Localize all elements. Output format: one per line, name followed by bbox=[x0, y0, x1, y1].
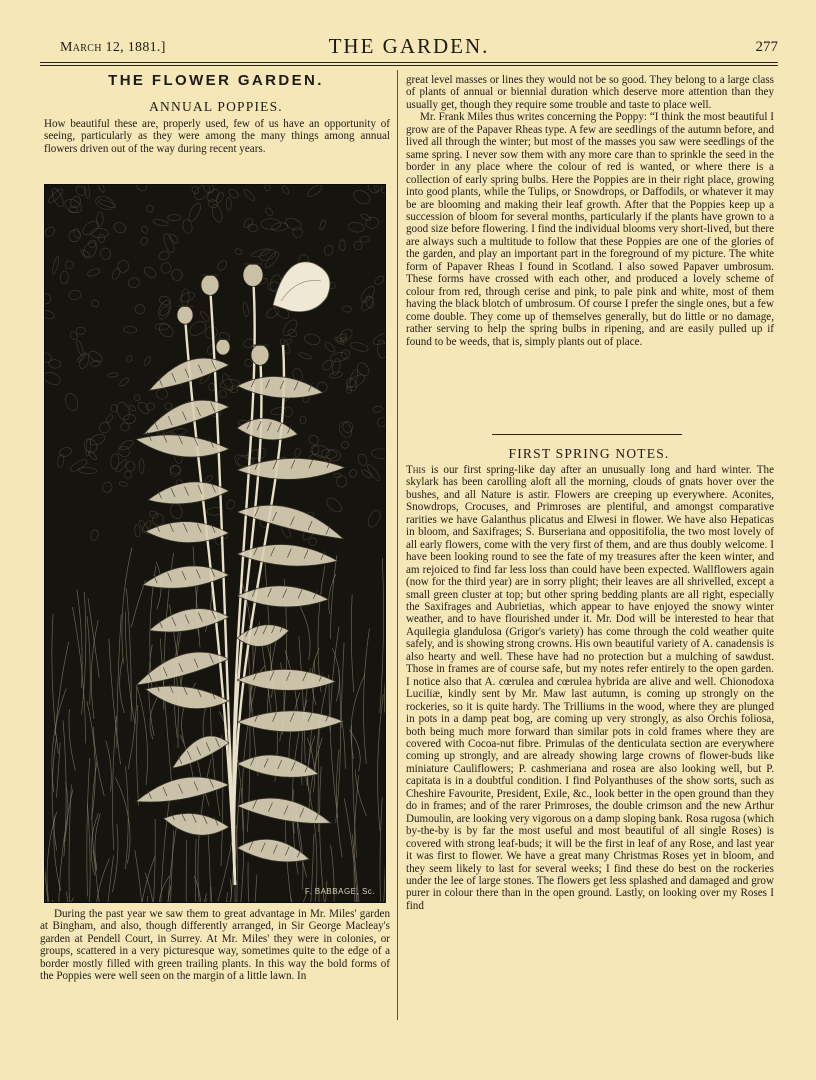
header-rule-thin bbox=[40, 65, 778, 66]
running-head bbox=[40, 34, 778, 60]
left-column-intro bbox=[44, 118, 390, 155]
intro-paragraph: How beautiful these are, properly used, few of us have an opportunity of seeing, particularly as they were among the many things among annual flowers driven out of the way during recent years. bbox=[44, 118, 390, 155]
column-divider bbox=[397, 70, 398, 1020]
publication-title: THE GARDEN. bbox=[328, 34, 490, 58]
issue-date: March 12, 1881.] bbox=[60, 40, 166, 55]
poppy-engraving bbox=[44, 184, 386, 903]
left-column-continued bbox=[40, 908, 390, 983]
engraver-signature: F. BABBAGE, Sc. bbox=[304, 887, 375, 896]
spring-notes-body: is our first spring-like day after an unusually long and hard winter. The skylark has been carolling aloft all the morning, clouds of gnats hover over the bushes, and all Nature is astir. Flowers are creeping up everywhere. Aconites, Snowdrops, Crocuses, and Primroses are plentiful, and amongst comparative rarities we have Galanthus plicatus and Elwesi in flower. We have also Hepaticas in bloom, and Saxifrages; S. Burseriana and oppositifolia, the two most lovely of all early flowers, come with the very first of them, and are thus doubly welcome. I have been looking round to see the fate of my treasures after the keen winter, and am rejoiced to find far less loss than could have been expected. Wallflowers again (now for the third year) are in sorry plight; their leaves are all shrivelled, except a small green cluster at top; but other spring bedding plants are all right, especially the Saxifrages and Aubrietias, which appear to have enjoyed the snowy winter weather, and to have flourished under it. Mr. Dod will be interested to hear that Aquilegia glandulosa (Grigor's variety) has come through the cold weather quite safely, and is showing strong crowns. His own beautiful variety of A. canadensis is also hearty and well. These have had no protection but a mulching of sawdust. Those in frames are of course safe, but my notes refer entirely to the open garden. I notice also that A. cœrulea and cœrulea hybrida are alive and well. Chionodoxa Luciliæ, kindly sent by Mr. Maw last autumn, is coming up strongly on the rockeries, so it is quite hardy. The Trilliums in the wood, where they are plunged in pots in a damp peat bog, are coming up very strongly, as also Orchis foliosa, both being much more forward than similar pots in cold frames where they are covered with Cocoa-nut fibre. Primulas of the denticulata section are everywhere coming up strongly, and are already showing large crowns of flower-buds like miniature Cauliflowers; P. cashmeriana and rosea are also looking well, but P. capitata is in a doubtful condition. I find Polyanthuses of the show sorts, such as Cheshire Favourite, President, Exile, &c., look better in the open ground than they do in frames; and of the rarer Primroses, the double crimson and the new Arthur Dumoulin, are looking very vigorous on a damp sloping bank. Rosa rugosa (which by-the-by is by far the most useful and most beautiful of all single Roses) is covered with strong leaf-buds; it will be the first in leaf of any Rose, and last year it was first to flower. We have a great many Christmas Roses yet in bloom, and they seem likely to last for several weeks; I find these do best on the rockeries under the lee of large stones. The flowers get less splashed and damaged and grow purer in colour there than in the open ground. Lastly, on looking over my Roses I find bbox=[406, 464, 774, 912]
section-heading: THE FLOWER GARDEN. bbox=[108, 72, 324, 89]
miles-letter-paragraph: Mr. Frank Miles thus writes concerning the Poppy: “I think the most beautiful I grow are of the Papaver Rheas type. A few are seedlings of the autumn before, and lived all through the winter; but most of the masses you saw were seedlings of the same spring. I never sow them with any more care than to sprinkle the seed in the border in any place where the colour of red is wanted, or where there is a collection of early spring bulbs. Here the Poppies are in their right place, growing into good plants, while the Tulips, or Snowdrops, or Daffodils, or whatever it may be are blooming and making their leaf growth. After that the Poppies keep up a succession of bloom for several months, particularly if the plants have grown to a good size before flowering. I find the individual blooms very short-lived, but there are always such a multitude to follow that these Poppies are one of the glories of the garden, and play an important part in the foreground of my picture. The white form of Papaver Rheas I found in Scotland. I also sowed Papaver umbrosum. These forms have crossed with each other, and produced a lovely scheme of colour from red, through cerise and pink, to pale pink and white, most of them having the black blotch of umbrosum. Of course I prefer the single ones, but a few come double. They come up of themselves generally, but do little or no damage, rather serving to help the spring bulbs in ripening, and are easily pulled up if found to be weeds, that is, simply plants out of place. bbox=[406, 111, 774, 348]
right-column-spring-notes bbox=[406, 464, 774, 912]
right-column-top bbox=[406, 74, 774, 348]
page-number: 277 bbox=[755, 39, 778, 55]
spring-notes-paragraph bbox=[406, 464, 774, 912]
spring-notes-lead: This bbox=[406, 464, 426, 476]
article-title-annual-poppies: ANNUAL POPPIES. bbox=[149, 99, 283, 114]
poppy-illustration-svg bbox=[45, 185, 385, 902]
article-separator-rule bbox=[492, 434, 682, 435]
header-rule bbox=[40, 62, 778, 63]
article-title-first-spring-notes: FIRST SPRING NOTES. bbox=[508, 446, 670, 461]
continued-paragraph: great level masses or lines they would not be so good. They belong to a large class of plants of annual or biennial duration which deserve more attention than they usually get, though they require some trouble and taste to place well. bbox=[406, 74, 774, 111]
gardens-paragraph: During the past year we saw them to great advantage in Mr. Miles' garden at Bingham, and also, though differently arranged, in Sir George Macleay's garden at Pendell Court, in Surrey. At Mr. Miles' they were in colonies, or groups, scattered in a very picturesque way, sometimes quite to the edge of a border mostly filled with green trailing plants. In this way the bold forms of the Poppies were well seen on the margin of a little lawn. In bbox=[40, 908, 390, 983]
